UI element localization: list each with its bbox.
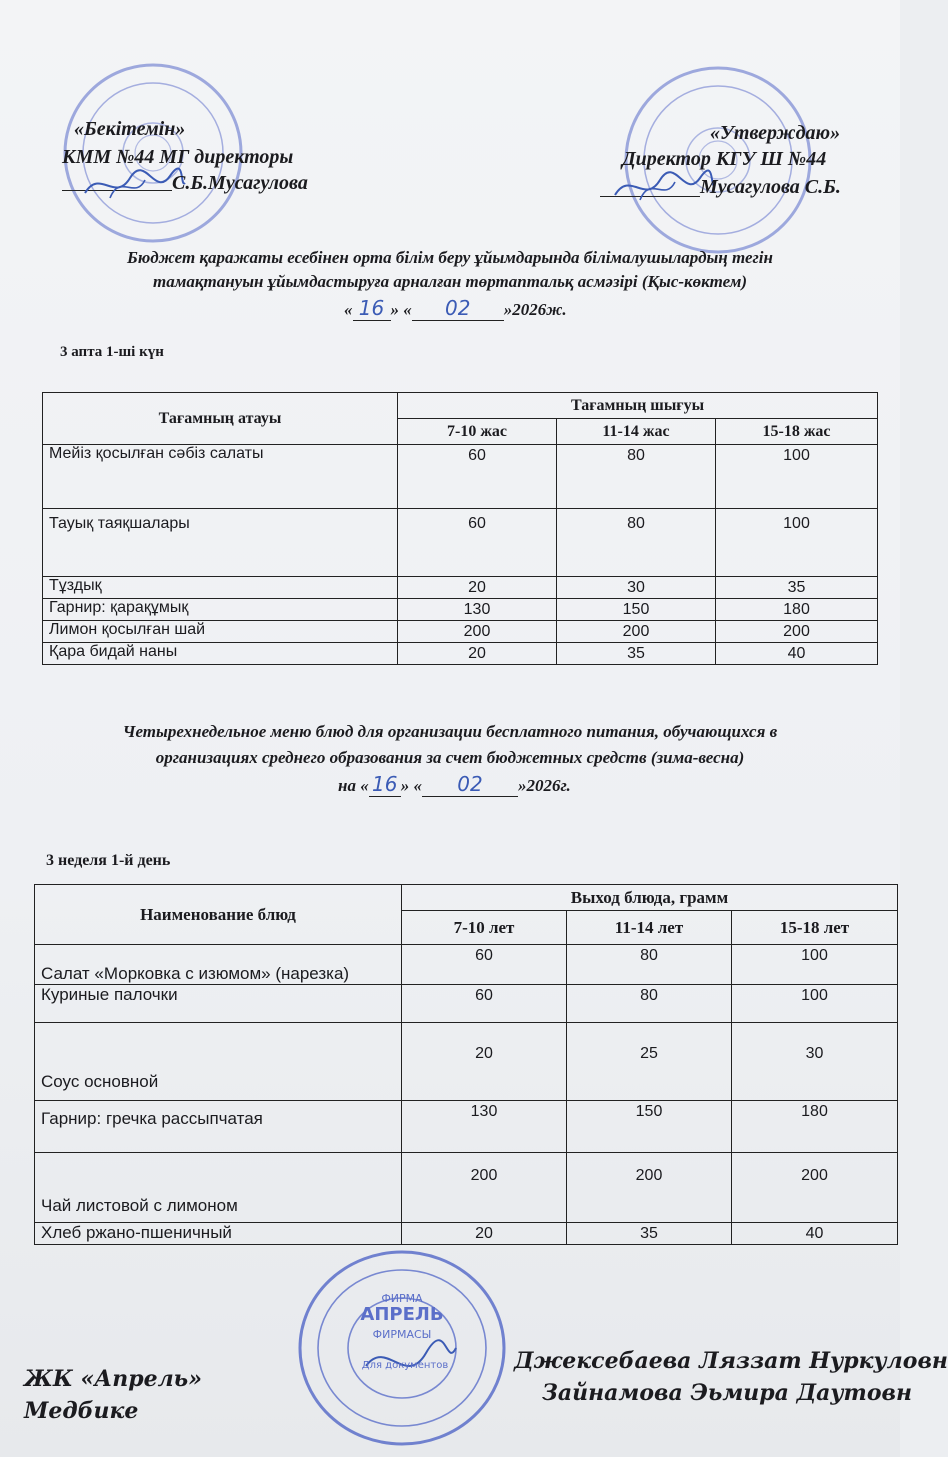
table-row <box>43 577 878 599</box>
kz-director-name: С.Б.Мусагулова <box>172 172 308 194</box>
portion-cell: 200 <box>716 621 878 643</box>
stamp-company-name: АПРЕЛЬ <box>360 1304 444 1325</box>
kz-age-col: 11-14 жас <box>557 419 716 445</box>
table-row <box>43 599 878 621</box>
kz-col-name: Тағамның атауы <box>43 393 398 445</box>
table-row <box>43 621 878 643</box>
kz-approve-label: «Бекітемін» <box>74 118 186 140</box>
table-row <box>35 1223 898 1245</box>
kz-date <box>344 296 567 321</box>
kz-date-mid: » « <box>390 300 412 319</box>
portion-cell: 150 <box>567 1101 732 1153</box>
portion-cell: 180 <box>716 599 878 621</box>
dish-name: Лимон қосылған шай <box>43 621 398 643</box>
portion-cell: 60 <box>402 945 567 985</box>
footer-role: Медбике <box>24 1398 139 1424</box>
ru-title-line1: Четырехнедельное меню блюд для организации бесплатного питания, обучающихся в <box>122 722 778 741</box>
portion-cell: 200 <box>557 621 716 643</box>
footer-person1: Джексебаева Ляззат Нуркуловн <box>514 1348 948 1374</box>
portion-cell: 30 <box>732 1023 898 1101</box>
stamp-firm-label: ФИРМА <box>381 1292 423 1305</box>
kz-date-prefix: « <box>344 300 353 319</box>
dish-name: Куриные палочки <box>35 985 402 1023</box>
portion-cell: 80 <box>557 445 716 509</box>
portion-cell: 30 <box>557 577 716 599</box>
table-row <box>43 509 878 577</box>
dish-name: Чай листовой с лимоном <box>35 1153 402 1223</box>
ru-menu-table <box>34 884 898 1245</box>
portion-cell: 130 <box>398 599 557 621</box>
ru-age-col: 15-18 лет <box>732 911 898 945</box>
kz-age-col: 15-18 жас <box>716 419 878 445</box>
portion-cell: 150 <box>557 599 716 621</box>
kz-menu-table <box>42 392 878 665</box>
ru-director-label: Директор КГУ Ш №44 <box>622 148 827 170</box>
dish-name: Соус основной <box>35 1023 402 1101</box>
ru-col-name: Наименование блюд <box>35 885 402 945</box>
kz-date-month: 02 <box>412 296 504 321</box>
table-row <box>35 1101 898 1153</box>
portion-cell: 25 <box>567 1023 732 1101</box>
ru-age-col: 7-10 лет <box>402 911 567 945</box>
portion-cell: 20 <box>402 1023 567 1101</box>
ru-date <box>338 772 571 797</box>
ru-age-col: 11-14 лет <box>567 911 732 945</box>
table-row <box>43 643 878 665</box>
dish-name: Гарнир: қарақұмық <box>43 599 398 621</box>
portion-cell: 60 <box>398 445 557 509</box>
portion-cell: 180 <box>732 1101 898 1153</box>
ru-date-day: 16 <box>369 772 401 797</box>
stamp-docs-label: Для документов <box>361 1360 449 1371</box>
dish-name: Қара бидай наны <box>43 643 398 665</box>
table-row <box>35 1023 898 1101</box>
ru-date-prefix: на « <box>338 776 369 795</box>
kz-date-day: 16 <box>353 296 391 321</box>
table-row <box>35 1153 898 1223</box>
table-row <box>43 445 878 509</box>
ru-date-mid: » « <box>400 776 422 795</box>
portion-cell: 100 <box>732 945 898 985</box>
portion-cell: 80 <box>557 509 716 577</box>
ru-date-month: 02 <box>422 772 518 797</box>
table-row <box>35 985 898 1023</box>
footer-person2: Зайнамова Эьмира Даутовн <box>542 1380 912 1406</box>
company-stamp <box>296 1248 508 1448</box>
portion-cell: 20 <box>398 577 557 599</box>
kz-date-suffix: »2026ж. <box>503 300 567 319</box>
portion-cell: 40 <box>732 1223 898 1245</box>
ru-approve-label: «Утверждаю» <box>710 122 841 144</box>
portion-cell: 60 <box>398 509 557 577</box>
portion-cell: 80 <box>567 945 732 985</box>
dish-name: Мейіз қосылған сәбіз салаты <box>43 445 398 509</box>
kz-week-label: 3 апта 1-ші күн <box>60 344 164 360</box>
portion-cell: 20 <box>402 1223 567 1245</box>
dish-name: Хлеб ржано-пшеничный <box>35 1223 402 1245</box>
portion-cell: 100 <box>716 509 878 577</box>
kz-col-group: Тағамның шығуы <box>398 393 878 419</box>
portion-cell: 200 <box>567 1153 732 1223</box>
portion-cell: 200 <box>402 1153 567 1223</box>
dish-name: Салат «Морковка с изюмом» (нарезка) <box>35 945 402 985</box>
ru-director-name: Мусагулова С.Б. <box>700 176 841 198</box>
ru-date-suffix: »2026г. <box>517 776 571 795</box>
ru-title-line2: организациях среднего образования за счет бюджетных средств (зима-весна) <box>155 748 745 767</box>
kz-title-line1: Бюджет қаражаты есебінен орта білім беру ұйымдарында білімалушылардың тегін <box>127 248 773 267</box>
dish-name: Гарнир: гречка рассыпчатая <box>35 1101 402 1153</box>
portion-cell: 100 <box>716 445 878 509</box>
portion-cell: 200 <box>732 1153 898 1223</box>
ru-col-group: Выход блюда, грамм <box>402 885 898 911</box>
portion-cell: 130 <box>402 1101 567 1153</box>
kz-title-line2: тамақтануын ұйымдастыруға арналған төртаптальқ асмәзірі (Қыс-көктем) <box>153 272 747 291</box>
portion-cell: 200 <box>398 621 557 643</box>
portion-cell: 100 <box>732 985 898 1023</box>
table-row <box>35 945 898 985</box>
ru-week-label: 3 неделя 1-й день <box>46 852 171 869</box>
portion-cell: 40 <box>716 643 878 665</box>
kz-director-label: КММ №44 МГ директоры <box>62 146 294 168</box>
portion-cell: 35 <box>557 643 716 665</box>
kz-age-col: 7-10 жас <box>398 419 557 445</box>
stamp-firm-kz: ФИРМАСЫ <box>372 1328 432 1341</box>
portion-cell: 80 <box>567 985 732 1023</box>
dish-name: Тұздық <box>43 577 398 599</box>
footer-company: ЖК «Апрель» <box>24 1366 202 1392</box>
portion-cell: 35 <box>567 1223 732 1245</box>
portion-cell: 20 <box>398 643 557 665</box>
dish-name: Тауық таяқшалары <box>43 509 398 577</box>
portion-cell: 35 <box>716 577 878 599</box>
portion-cell: 60 <box>402 985 567 1023</box>
